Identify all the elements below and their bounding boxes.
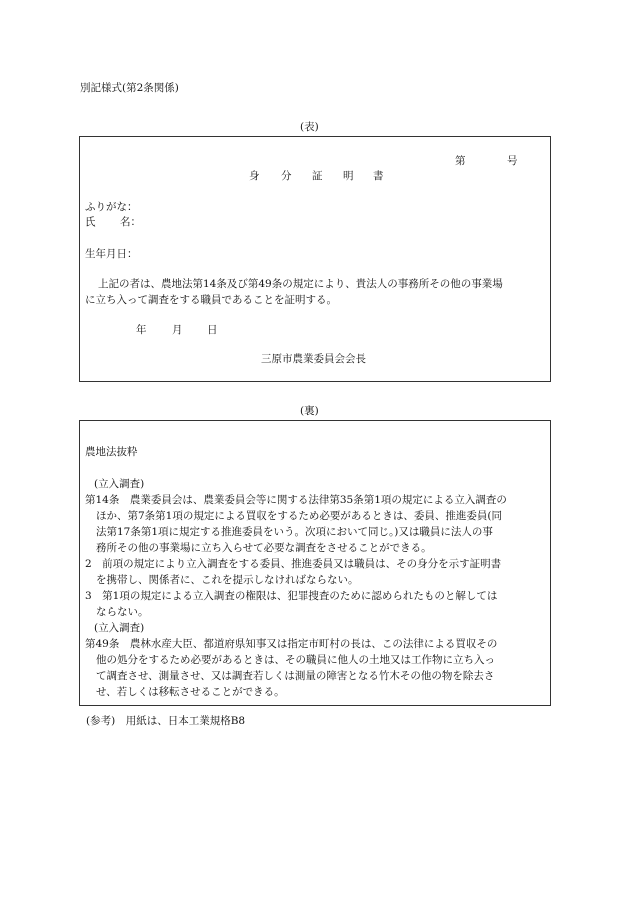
title-char: 証	[312, 170, 323, 182]
form-title: 別記様式(第2条関係)	[80, 82, 179, 94]
reference-note: (参考) 用紙は、日本工業規格B8	[86, 715, 246, 727]
name-label-1: 氏	[85, 216, 96, 228]
back-heading: 農地法抜粋	[85, 446, 138, 458]
article-line: ほか、第7条第1項の規定による買収をするため必要があるときは、委員、推進委員(同	[96, 510, 502, 522]
certification-line-1: 上記の者は、農地法第14条及び第49条の規定により、貴法人の事務所その他の事業場	[98, 278, 503, 290]
article-line: 務所その他の事業場に立ち入らせて必要な調査をさせることができる。	[96, 542, 432, 554]
date-day: 日	[207, 324, 218, 336]
article-line: 他の処分をするため必要があるときは、その職員に他人の土地又は工作物に立ち入っ	[96, 654, 495, 666]
article-line: 第49条 農林水産大臣、都道府県知事又は指定市町村の長は、この法律による買収その	[85, 638, 498, 650]
article-line: 2 前項の規定により立入調査をする委員、推進委員又は職員は、その身分を示す証明書	[85, 558, 502, 570]
article-49-caption: (立入調査)	[94, 622, 145, 634]
article-line: 第14条 農業委員会は、農業委員会等に関する法律第35条第1項の規定による立入調査の	[85, 494, 507, 506]
number-go: 号	[507, 155, 518, 167]
issuer: 三原市農業委員会会長	[261, 353, 366, 365]
birthdate-label: 生年月日：	[85, 248, 138, 260]
furigana-label: ふりがな：	[85, 201, 138, 213]
front-label: (表)	[300, 121, 319, 133]
title-char: 書	[373, 170, 384, 182]
back-card	[79, 420, 551, 706]
date-year: 年	[136, 324, 147, 336]
title-char: 身	[249, 170, 260, 182]
article-14-caption: (立入調査)	[94, 478, 145, 490]
number-dai: 第	[455, 155, 466, 167]
article-line: 法第17条第1項に規定する推進委員をいう。次項において同じ。)又は職員に法人の事	[96, 526, 493, 538]
certification-line-2: に立ち入って調査をする職員であることを証明する。	[85, 294, 337, 306]
article-line: て調査させ、測量させ、又は調査若しくは測量の障害となる竹木その他の物を除去さ	[96, 670, 495, 682]
article-line: を携帯し、関係者に、これを提示しなければならない。	[96, 574, 359, 586]
article-line: ならない。	[96, 606, 149, 618]
back-label: (裏)	[300, 405, 319, 417]
article-line: せ、若しくは移転させることができる。	[96, 686, 285, 698]
date-month: 月	[172, 324, 183, 336]
name-label-2: 名：	[120, 216, 141, 228]
article-line: 3 第1項の規定による立入調査の権限は、犯罪捜査のために認められたものと解しては	[85, 590, 498, 602]
title-char: 明	[343, 170, 354, 182]
title-char: 分	[281, 170, 292, 182]
front-card	[79, 136, 551, 382]
